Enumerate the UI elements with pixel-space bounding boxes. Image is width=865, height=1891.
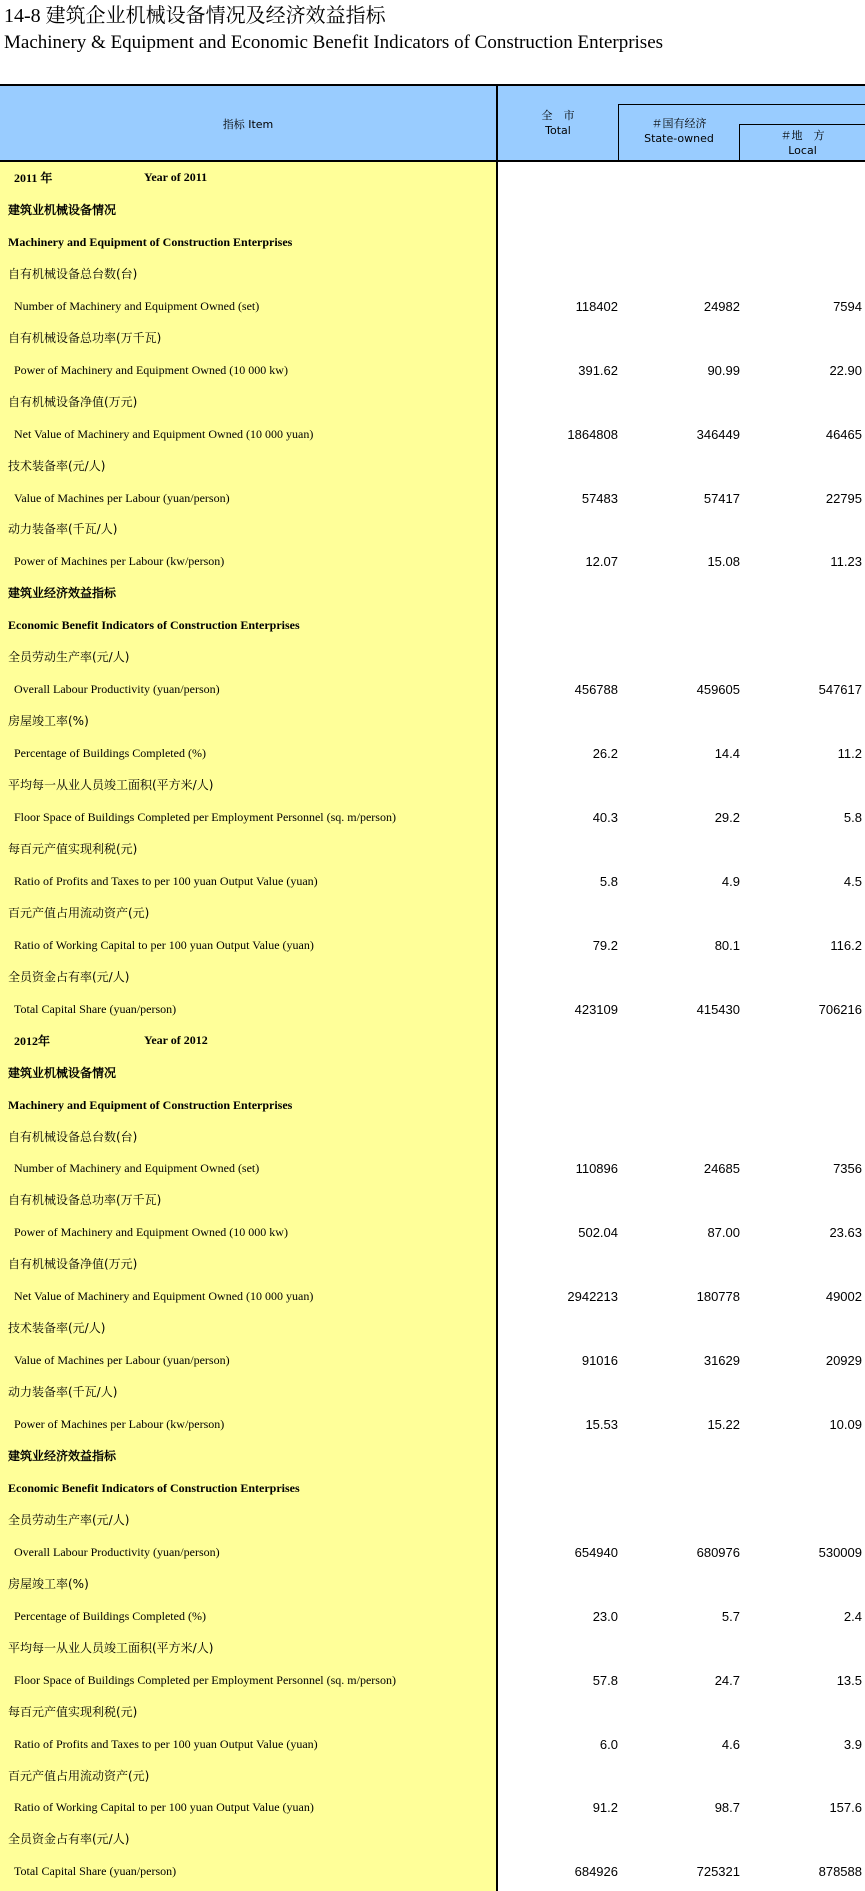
item-label: 平均每一从业人员竣工面积(平方米/人) (8, 778, 214, 793)
value-local: 7594 (833, 298, 862, 314)
item-label: Overall Labour Productivity (yuan/person) (14, 682, 220, 697)
item-label: Power of Machinery and Equipment Owned (10 000 kw) (14, 362, 288, 377)
value-local: 13.5 (836, 1672, 862, 1688)
item-label: Value of Machines per Labour (yuan/person) (14, 490, 230, 505)
value-local: 22795 (825, 490, 862, 506)
table-row (0, 1791, 865, 1823)
value-state-owned: 80.1 (714, 937, 740, 953)
table-row (0, 1184, 865, 1216)
table-row (0, 1504, 865, 1536)
table-row (0, 705, 865, 737)
value-local: 22.90 (829, 362, 862, 378)
item-label: Total Capital Share (yuan/person) (14, 1001, 177, 1016)
value-total: 23.0 (592, 1608, 618, 1624)
item-label: Net Value of Machinery and Equipment Owned (10 000 yuan) (14, 426, 314, 441)
value-total: 2942213 (567, 1289, 618, 1305)
table-row (0, 1025, 865, 1057)
header-total-cn: 全 市 (541, 109, 575, 122)
table-row (0, 1121, 865, 1153)
item-label: Ratio of Profits and Taxes to per 100 yuan Output Value (yuan) (14, 1736, 318, 1751)
value-total: 423109 (574, 1001, 618, 1017)
header-local-cn: ＃地 方 (780, 129, 825, 142)
section-label: Machinery and Equipment of Construction Enterprises (8, 234, 293, 249)
item-label: Floor Space of Buildings Completed per Employment Personnel (sq. m/person) (14, 1672, 396, 1687)
item-label: 全员劳动生产率(元/人) (8, 1512, 130, 1527)
value-total: 110896 (575, 1161, 618, 1177)
value-state-owned: 90.99 (707, 362, 740, 378)
section-label: Economic Benefit Indicators of Construction Enterprises (8, 1480, 300, 1495)
table-row (0, 1057, 865, 1089)
table-row (0, 1408, 865, 1440)
table-row (0, 1472, 865, 1504)
year-label-en: Year of 2012 (144, 1032, 208, 1047)
item-label: 技术装备率(元/人) (8, 1321, 106, 1336)
value-local: 116.2 (830, 937, 862, 953)
value-state-owned: 57417 (703, 490, 740, 506)
table-row (0, 993, 865, 1025)
table-row (0, 290, 865, 322)
value-total: 5.8 (599, 873, 618, 889)
table-row (0, 162, 865, 194)
value-state-owned: 459605 (696, 682, 740, 698)
item-label: 自有机械设备净值(万元) (8, 394, 138, 409)
item-label: 全员资金占有率(元/人) (8, 969, 130, 984)
value-state-owned: 4.6 (721, 1736, 740, 1752)
table-row (0, 673, 865, 705)
value-state-owned: 346449 (696, 426, 740, 442)
item-label: 自有机械设备总台数(台) (8, 266, 138, 281)
header-local (740, 128, 865, 158)
table-row (0, 258, 865, 290)
header-divider (618, 104, 865, 105)
table-row (0, 929, 865, 961)
table-row (0, 577, 865, 609)
table-row (0, 1696, 865, 1728)
value-total: 57.8 (592, 1672, 618, 1688)
item-label: Number of Machinery and Equipment Owned (set) (14, 298, 260, 313)
item-label: 动力装备率(千瓦/人) (8, 522, 118, 537)
value-local: 46465 (825, 426, 862, 442)
table-row (0, 1632, 865, 1664)
section-label: 建筑业机械设备情况 (8, 202, 117, 217)
table-row (0, 1216, 865, 1248)
value-total: 654940 (574, 1544, 618, 1560)
value-state-owned: 14.4 (714, 746, 740, 762)
table-row (0, 386, 865, 418)
table-row (0, 1664, 865, 1696)
table-row (0, 1568, 865, 1600)
item-label: 自有机械设备总功率(万千瓦) (8, 330, 162, 345)
table-row (0, 833, 865, 865)
header-item-label: 指标 Item (222, 118, 274, 131)
item-label: 每百元产值实现利税(元) (8, 841, 138, 856)
value-total: 79.2 (592, 937, 618, 953)
table-row (0, 450, 865, 482)
item-label: 每百元产值实现利税(元) (8, 1704, 138, 1719)
header-local-en: Local (788, 144, 817, 157)
item-label: Ratio of Working Capital to per 100 yuan Output Value (yuan) (14, 937, 314, 952)
table-row (0, 418, 865, 450)
section-label: 建筑业经济效益指标 (8, 586, 117, 601)
item-label: Floor Space of Buildings Completed per Employment Personnel (sq. m/person) (14, 810, 396, 824)
indicator-table (0, 84, 865, 1891)
value-local: 11.23 (830, 554, 862, 570)
table-row (0, 641, 865, 673)
value-total: 1864808 (567, 426, 618, 442)
table-row (0, 545, 865, 577)
table-row (0, 961, 865, 993)
table-row (0, 865, 865, 897)
value-local: 23.63 (829, 1225, 862, 1241)
item-label: Percentage of Buildings Completed (%) (14, 1608, 206, 1623)
value-local: 878588 (818, 1864, 862, 1880)
year-label-en: Year of 2011 (144, 170, 208, 184)
value-state-owned: 4.9 (721, 873, 740, 889)
value-local: 2.4 (843, 1608, 862, 1624)
value-state-owned: 31629 (703, 1353, 740, 1369)
table-row (0, 897, 865, 929)
value-state-owned: 24982 (703, 298, 740, 314)
value-total: 456788 (574, 682, 618, 698)
value-local: 7356 (833, 1161, 862, 1177)
value-total: 391.62 (578, 362, 618, 378)
item-label: Overall Labour Productivity (yuan/person) (14, 1544, 220, 1559)
value-state-owned: 24.7 (714, 1672, 740, 1688)
item-label: 自有机械设备总台数(台) (8, 1129, 138, 1144)
header-item-cell (0, 84, 498, 162)
header-state-cn: ＃国有经济 (651, 117, 707, 130)
table-row (0, 609, 865, 641)
item-label: Ratio of Profits and Taxes to per 100 yuan Output Value (yuan) (14, 873, 318, 888)
table-row (0, 1152, 865, 1184)
table-row (0, 737, 865, 769)
item-label: 技术装备率(元/人) (8, 458, 106, 473)
item-label: 百元产值占用流动资产(元) (8, 1768, 150, 1783)
year-label-cn: 2012年 (14, 1033, 51, 1048)
table-row (0, 194, 865, 226)
table-row (0, 1728, 865, 1760)
table-row (0, 322, 865, 354)
table-row (0, 1855, 865, 1887)
value-total: 6.0 (599, 1736, 618, 1752)
value-local: 11.2 (837, 746, 862, 762)
table-row (0, 482, 865, 514)
table-row (0, 1440, 865, 1472)
item-label: 房屋竣工率(%) (8, 714, 89, 729)
value-state-owned: 180778 (696, 1289, 740, 1305)
item-label: 全员资金占有率(元/人) (8, 1832, 130, 1847)
section-label: 建筑业经济效益指标 (8, 1449, 117, 1463)
table-row (0, 1089, 865, 1121)
value-local: 547617 (818, 682, 862, 698)
value-state-owned: 15.08 (707, 554, 740, 570)
table-row (0, 1248, 865, 1280)
value-state-owned: 415430 (696, 1001, 740, 1017)
value-local: 49002 (825, 1289, 862, 1305)
value-local: 706216 (818, 1001, 862, 1017)
item-label: 自有机械设备净值(万元) (8, 1257, 138, 1272)
page-title-en: Machinery & Equipment and Economic Benefit Indicators of Construction Enterprises (4, 32, 664, 53)
value-total: 26.2 (592, 746, 618, 762)
value-local: 10.09 (829, 1417, 862, 1433)
value-local: 157.6 (829, 1800, 862, 1816)
value-total: 12.07 (585, 554, 618, 570)
section-label: Machinery and Equipment of Construction Enterprises (8, 1097, 293, 1112)
value-state-owned: 24685 (703, 1161, 740, 1177)
value-state-owned: 5.7 (721, 1608, 740, 1624)
header-divider (739, 124, 865, 125)
item-label: Power of Machinery and Equipment Owned (10 000 kw) (14, 1225, 288, 1240)
item-label: Power of Machines per Labour (kw/person) (14, 554, 225, 569)
item-label: Value of Machines per Labour (yuan/person) (14, 1353, 230, 1368)
value-state-owned: 725321 (696, 1864, 740, 1880)
header-values (498, 84, 865, 162)
value-local: 3.9 (843, 1736, 862, 1752)
table-row (0, 1376, 865, 1408)
table-row (0, 1312, 865, 1344)
header-state-owned (619, 116, 739, 146)
value-total: 502.04 (578, 1225, 618, 1241)
value-local: 530009 (818, 1544, 862, 1560)
value-local: 5.8 (843, 810, 862, 825)
item-label: Ratio of Working Capital to per 100 yuan Output Value (yuan) (14, 1800, 314, 1815)
item-label: Power of Machines per Labour (kw/person) (14, 1417, 225, 1432)
item-label: 平均每一从业人员竣工面积(平方米/人) (8, 1640, 214, 1655)
value-state-owned: 29.2 (714, 810, 740, 825)
table-row (0, 1344, 865, 1376)
item-label: 全员劳动生产率(元/人) (8, 650, 130, 665)
value-state-owned: 98.7 (714, 1800, 740, 1816)
value-total: 57483 (581, 490, 618, 506)
table-row (0, 1760, 865, 1792)
value-total: 40.3 (592, 810, 618, 825)
item-label: 自有机械设备总功率(万千瓦) (8, 1193, 162, 1208)
table-row (0, 1823, 865, 1855)
header-total-en: Total (545, 124, 571, 137)
item-label: Number of Machinery and Equipment Owned (set) (14, 1161, 260, 1176)
value-total: 684926 (574, 1864, 618, 1880)
table-row (0, 769, 865, 801)
item-label: Percentage of Buildings Completed (%) (14, 746, 206, 761)
table-row (0, 226, 865, 258)
value-total: 91.2 (592, 1800, 618, 1816)
item-label: 动力装备率(千瓦/人) (8, 1385, 118, 1400)
header-state-en: State-owned (644, 132, 714, 145)
section-label: 建筑业机械设备情况 (8, 1065, 117, 1080)
table-row (0, 801, 865, 833)
table-row (0, 354, 865, 386)
item-label: 百元产值占用流动资产(元) (8, 905, 150, 920)
page-title-cn: 14-8 建筑企业机械设备情况及经济效益指标 (4, 5, 386, 27)
value-state-owned: 15.22 (707, 1417, 740, 1433)
header-total (498, 108, 618, 138)
value-total: 15.53 (585, 1417, 618, 1433)
item-label: Net Value of Machinery and Equipment Owned (10 000 yuan) (14, 1289, 314, 1304)
value-state-owned: 87.00 (707, 1225, 740, 1241)
table-row (0, 513, 865, 545)
table-row (0, 1600, 865, 1632)
value-state-owned: 680976 (696, 1544, 740, 1560)
item-label: 房屋竣工率(%) (8, 1576, 89, 1591)
section-label: Economic Benefit Indicators of Construction Enterprises (8, 618, 300, 633)
table-row (0, 1536, 865, 1568)
value-total: 91016 (581, 1353, 618, 1369)
value-local: 4.5 (843, 873, 862, 889)
year-label-cn: 2011 年 (14, 171, 53, 185)
value-local: 20929 (825, 1353, 862, 1369)
item-label: Total Capital Share (yuan/person) (14, 1864, 177, 1879)
table-row (0, 1280, 865, 1312)
value-total: 118402 (575, 298, 618, 314)
